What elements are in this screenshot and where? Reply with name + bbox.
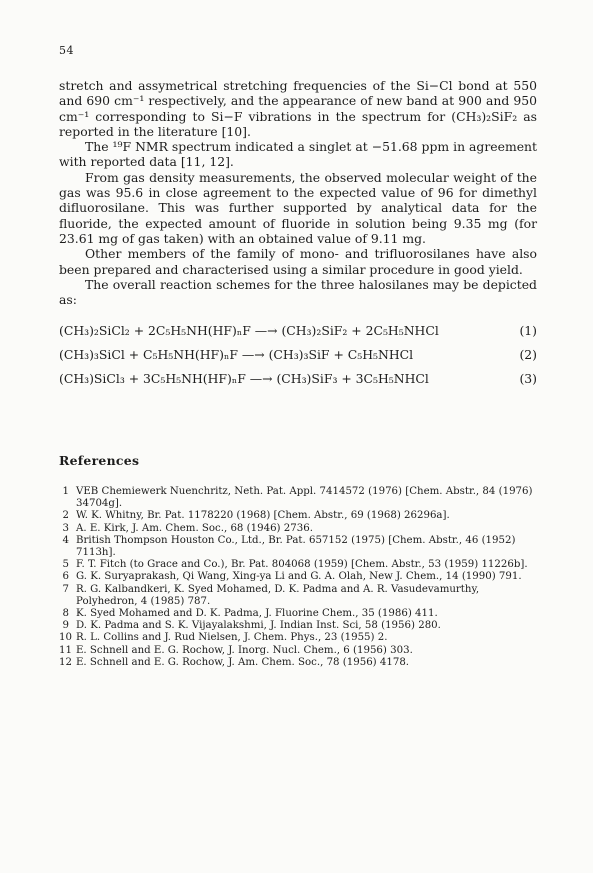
reference-text: VEB Chemiewerk Nuenchritz, Neth. Pat. Appl. 7414572 (1976) [Chem. Abstr., 84 (1976) 34704g]. (76, 486, 533, 510)
paragraph: From gas density measurements, the observed molecular weight of the gas was 95.6 in close agreement to the expected value of 96 for dimethyl difluorosilane. This was further supported by analytical data for the fluoride, the expected amount of fluoride in solution being 9.35 mg (for 23.61 mg of gas taken) with an obtained value of 9.11 mg. (59, 169, 537, 246)
reference-text: R. L. Collins and J. Rud Nielsen, J. Chem. Phys., 23 (1955) 2. (76, 632, 388, 644)
reference-text: R. G. Kalbandkeri, K. Syed Mohamed, D. K. Padma and A. R. Vasudevamurthy, Polyhedron, 4 (1985) 787. (76, 583, 480, 607)
reference-item (59, 559, 541, 571)
reference-number: 3 (62, 522, 69, 534)
reference-text: W. K. Whitny, Br. Pat. 1178220 (1968) [Chem. Abstr., 69 (1968) 26296a]. (76, 510, 450, 522)
reference-item (59, 620, 541, 632)
equation-number: (2) (519, 347, 537, 362)
paragraph: The ¹⁹F NMR spectrum indicated a singlet at −51.68 ppm in agreement with reported data [11, 12]. (59, 139, 537, 170)
reference-item (59, 657, 541, 669)
reference-number: 8 (62, 608, 69, 620)
reference-number: 4 (62, 534, 69, 546)
equation (59, 319, 537, 343)
references-heading: References (59, 453, 140, 468)
paragraph: Other members of the family of mono- and trifluorosilanes have also been prepared and characterised using a similar procedure in good yield. (59, 246, 537, 277)
reference-number: 12 (59, 656, 72, 668)
equation-number: (1) (519, 323, 537, 338)
reference-text: G. K. Suryaprakash, Qi Wang, Xing-ya Li and G. A. Olah, New J. Chem., 14 (1990) 791. (76, 571, 522, 583)
equation (59, 343, 537, 367)
paragraph: stretch and assymetrical stretching frequencies of the Si−Cl bond at 550 and 690 cm⁻¹ respectively, and the appearance of new band at 900 and 950 cm⁻¹ corresponding to Si−F vibrations in the spectrum for (CH₃)₂SiF₂ as reported in the literature [10]. (59, 78, 537, 139)
reference-text: E. Schnell and E. G. Rochow, J. Inorg. Nucl. Chem., 6 (1956) 303. (76, 644, 413, 656)
equation-text: (CH₃)SiCl₃ + 3C₅H₅NH(HF)ₙF —→ (CH₃)SiF₃ + 3C₅H₅NHCl (59, 371, 429, 386)
reference-number: 5 (62, 559, 69, 571)
reference-item (59, 510, 541, 522)
reference-item (59, 608, 541, 620)
reference-number: 9 (62, 620, 69, 632)
reaction-equations (59, 319, 537, 391)
reference-text: D. K. Padma and S. K. Vijayalakshmi, J. Indian Inst. Sci, 58 (1956) 280. (76, 620, 441, 632)
reference-text: A. E. Kirk, J. Am. Chem. Soc., 68 (1946) 2736. (76, 522, 313, 534)
reference-number: 2 (62, 510, 69, 522)
reference-item (59, 523, 541, 535)
reference-item (59, 571, 541, 583)
equation-text: (CH₃)₂SiCl₂ + 2C₅H₅NH(HF)ₙF —→ (CH₃)₂SiF₂ + 2C₅H₅NHCl (59, 323, 439, 338)
page-number: 54 (59, 44, 74, 57)
references-list (59, 486, 541, 669)
reference-item (59, 632, 541, 644)
paragraph: The overall reaction schemes for the three halosilanes may be depicted as: (59, 276, 537, 308)
reference-number: 6 (62, 571, 69, 583)
equation-text: (CH₃)₃SiCl + C₅H₅NH(HF)ₙF —→ (CH₃)₃SiF + C₅H₅NHCl (59, 347, 414, 362)
equation-number: (3) (519, 371, 537, 386)
reference-number: 7 (62, 583, 69, 595)
reference-item (59, 535, 541, 559)
reference-item (59, 584, 541, 608)
reference-item (59, 645, 541, 657)
reference-text: E. Schnell and E. G. Rochow, J. Am. Chem. Soc., 78 (1956) 4178. (76, 656, 410, 668)
reference-number: 1 (62, 486, 69, 497)
reference-text: F. T. Fitch (to Grace and Co.), Br. Pat. 804068 (1959) [Chem. Abstr., 53 (1959) 11226b]. (76, 559, 528, 571)
reference-item (59, 486, 541, 510)
reference-text: K. Syed Mohamed and D. K. Padma, J. Fluorine Chem., 35 (1986) 411. (76, 608, 438, 620)
equation (59, 367, 537, 391)
reference-number: 10 (59, 632, 72, 644)
reference-number: 11 (59, 644, 72, 656)
body-text (59, 78, 537, 307)
reference-text: British Thompson Houston Co., Ltd., Br. Pat. 657152 (1975) [Chem. Abstr., 46 (1952) 7113h]. (76, 534, 516, 559)
